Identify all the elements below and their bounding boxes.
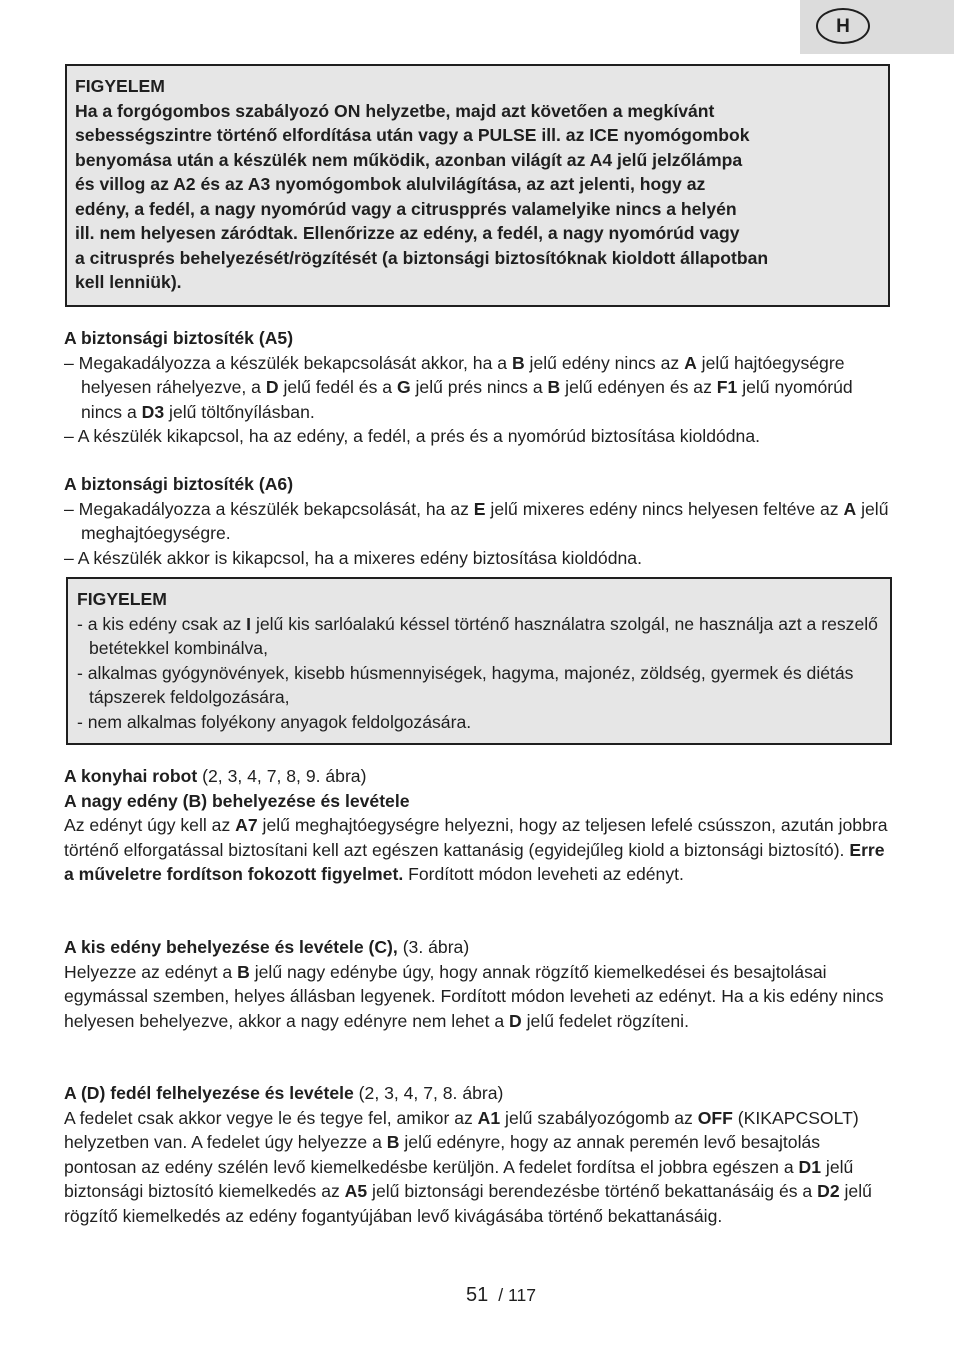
section-robot bbox=[64, 764, 894, 887]
page-number bbox=[466, 1283, 536, 1308]
warning-line: edény, a fedél, a nagy nyomórúd vagy a citruspprés valamelyike nincs a helyén bbox=[75, 198, 737, 219]
list-item: – Megakadályozza a készülék bekapcsolását akkor, ha a B jelű edény nincs az A jelű hajtóegységre helyesen ráhelyezve, a D jelű fedél és a G jelű prés nincs a B jelű edényen és az F1 jelű nyomórúd nincs a D3 jelű töltőnyílásban. bbox=[64, 352, 853, 422]
warning-line: ill. nem helyesen záródtak. Ellenőrizze az edény, a fedél, a nagy nyomórúd vagy bbox=[75, 223, 740, 243]
paragraph: Helyezze az edényt a B jelű nagy edénybe úgy, hogy annak rögzítő kiemelkedései és besajtolásai egymással szemben, helyes állásban legyenek. Fordított módon leveheti az edényt. Ha a kis edény nincs helyesen behelyezve, akkor a nagy edényre nem lehet a D jelű fedelet rögzíteni. bbox=[64, 961, 884, 1031]
warning-line: Ha a forgógombos szabályozó ON helyzetbe, majd azt követően a megkívánt bbox=[75, 100, 715, 121]
list-item: - nem alkalmas folyékony anyagok feldolgozására. bbox=[77, 711, 472, 732]
warning-line: sebességszintre történő elfordítása után vagy a PULSE ill. az ICE nyomógombok bbox=[75, 125, 750, 145]
section-heading: A biztonsági biztosíték (A6) bbox=[64, 474, 294, 494]
section-heading: A konyhai robot (2, 3, 4, 7, 8, 9. ábra) bbox=[64, 766, 367, 786]
current-page: 51 bbox=[466, 1284, 489, 1306]
list-item: - alkalmas gyógynövények, kisebb húsmennyiségek, hagyma, majonéz, zöldség, gyermek és diétás tápszerek feldolgozására, bbox=[77, 662, 854, 707]
total-pages: / 117 bbox=[498, 1285, 537, 1305]
list-item: – Megakadályozza a készülék bekapcsolását, ha az E jelű mixeres edény nincs helyesen feltéve az A jelű meghajtóegységre. bbox=[64, 498, 889, 543]
warning-box-2 bbox=[66, 577, 892, 745]
section-heading: A biztonsági biztosíték (A5) bbox=[64, 328, 294, 348]
language-tab bbox=[800, 0, 954, 54]
warning-box-1 bbox=[65, 64, 890, 307]
warning-title: FIGYELEM bbox=[75, 76, 165, 96]
sub-heading: A nagy edény (B) behelyezése és levétele bbox=[64, 790, 410, 811]
warning-line: benyomása után a készülék nem működik, azonban világít az A4 jelű jelzőlámpa bbox=[75, 149, 743, 170]
list-item: – A készülék kikapcsol, ha az edény, a fedél, a prés és a nyomórúd biztosítása kioldódna. bbox=[64, 426, 761, 446]
warning-line: és villog az A2 és az A3 nyomógombok alulvilágítása, az azt jelenti, hogy az bbox=[75, 174, 706, 194]
warning-line: kell lenniük). bbox=[75, 272, 182, 292]
warning-title: FIGYELEM bbox=[77, 589, 167, 609]
list-item: - a kis edény csak az I jelű kis sarlóalakú késsel történő használatra szolgál, ne használja azt a reszelő betétekkel kombinálva, bbox=[77, 613, 878, 658]
section-heading: A kis edény behelyezése és levétele (C), (3. ábra) bbox=[64, 937, 470, 957]
language-badge: H bbox=[816, 8, 870, 44]
warning-line: a citrusprés behelyezését/rögzítését (a biztonsági biztosítóknak kioldott állapotban bbox=[75, 247, 769, 268]
section-small-bowl bbox=[64, 935, 894, 1033]
paragraph: A fedelet csak akkor vegye le és tegye fel, amikor az A1 jelű szabályozógomb az OFF (KIKAPCSOLT) helyzetben van. A fedelet úgy helyezze a B jelű edényre, hogy az annak peremén levő besajtolás pontosan az edény szélén levő kiemelkedésbe kerüljön. A fedelet fordítsa el jobbra egészen a D1 jelű biztonsági biztosító kiemelkedés az A5 jelű biztonsági berendezésbe történő bekattanásáig és a D2 jelű rögzítő kiemelkedés az edény fogantyújában levő kivágásába történő bekattanásáig. bbox=[64, 1107, 872, 1226]
section-a6 bbox=[64, 472, 894, 570]
section-heading: A (D) fedél felhelyezése és levétele (2, 3, 4, 7, 8. ábra) bbox=[64, 1083, 504, 1103]
section-a5 bbox=[64, 326, 894, 449]
paragraph: Az edényt úgy kell az A7 jelű meghajtóegységre helyezni, hogy az teljesen lefelé csússzon, azután jobbra történő elforgatással biztosítani kell azt egészen kattanásig (egyidejűleg kiold a biztonsági biztosító). Erre a műveletre fordítson fokozott figyelmet. Fordított módon leveheti az edényt. bbox=[64, 815, 888, 884]
list-item: – A készülék akkor is kikapcsol, ha a mixeres edény biztosítása kioldódna. bbox=[64, 547, 642, 568]
section-lid bbox=[64, 1081, 894, 1228]
